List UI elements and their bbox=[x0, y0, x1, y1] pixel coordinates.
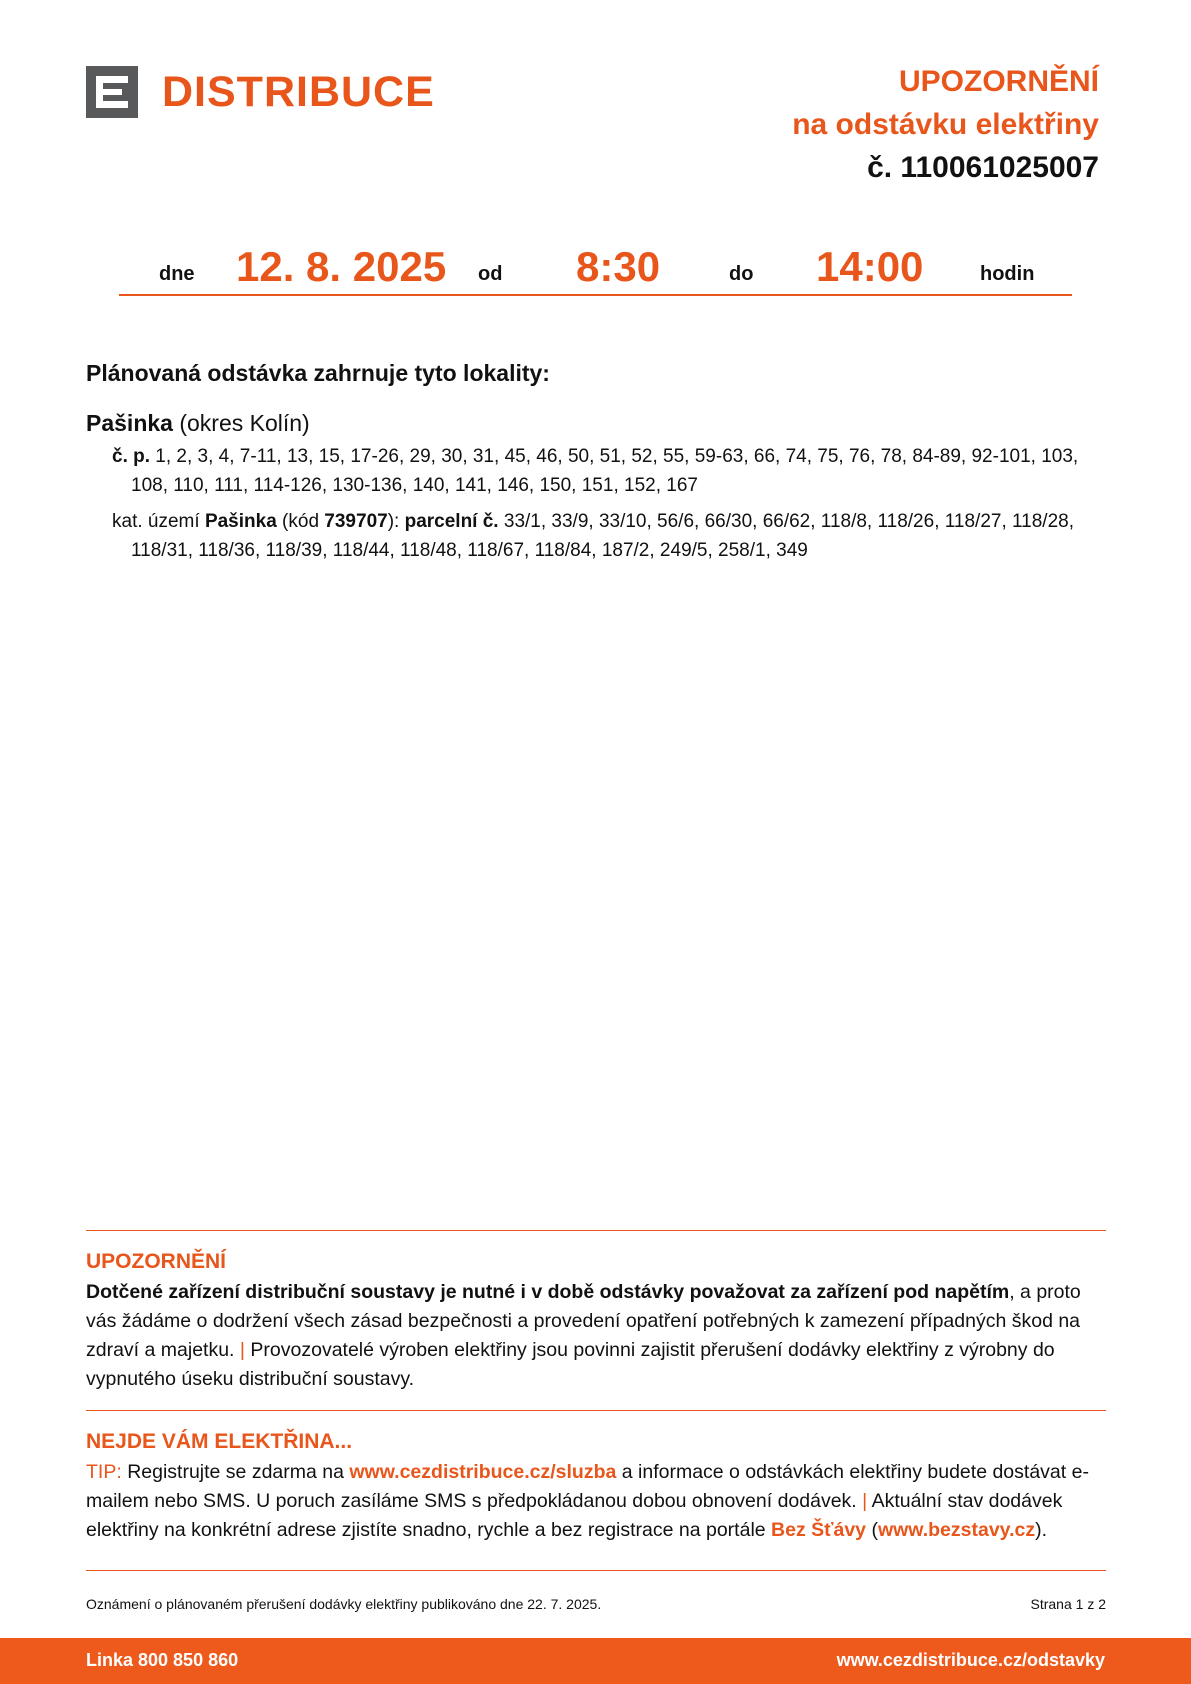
portal-name: Bez Šťávy bbox=[771, 1519, 867, 1541]
tip-text1: Registrujte se zdarma na bbox=[127, 1461, 344, 1483]
tip-title: NEJDE VÁM ELEKTŘINA... bbox=[86, 1430, 353, 1453]
bezstavy-link[interactable]: www.bezstavy.cz bbox=[877, 1519, 1036, 1541]
notice-subtitle: na odstávku elektřiny bbox=[792, 108, 1099, 141]
tip-text bbox=[86, 1458, 1108, 1545]
paren-close: ). bbox=[1035, 1519, 1048, 1541]
kod-close: ): bbox=[387, 511, 400, 532]
kod-value: 739707 bbox=[324, 511, 388, 532]
outage-from: 8:30 bbox=[576, 243, 661, 290]
warning-bold: Dotčené zařízení distribuční soustavy je nutné i v době odstávky považovat za zařízení pod napětím bbox=[86, 1281, 1010, 1303]
hodin-label: hodin bbox=[980, 263, 1035, 285]
od-label: od bbox=[478, 263, 503, 285]
do-label: do bbox=[729, 263, 754, 285]
outage-date: 12. 8. 2025 bbox=[236, 243, 447, 290]
warning-text bbox=[86, 1278, 1108, 1394]
outage-to: 14:00 bbox=[816, 243, 924, 290]
town-name: Pašinka bbox=[86, 410, 173, 436]
town-district: (okres Kolín) bbox=[179, 410, 310, 436]
parcel-values: 33/1, 33/9, 33/10, 56/6, 66/30, 66/62, 118/8, 118/26, 118/27, 118/28, 118/31, 118/36, 118/39, 118/44, 118/48, 118/67, 118/84, 187/2, 249/5, 258/1, 349 bbox=[131, 511, 1074, 561]
dne-label: dne bbox=[159, 263, 195, 285]
cez-logo-icon bbox=[86, 66, 138, 118]
warning-title: UPOZORNĚNÍ bbox=[86, 1250, 227, 1273]
kod-open: (kód bbox=[282, 511, 320, 532]
cp-values: 1, 2, 3, 4, 7-11, 13, 15, 17-26, 29, 30, 31, 45, 46, 50, 51, 52, 55, 59-63, 66, 74, 75, 76, 78, 84-89, 92-101, 103, 108, 110, 111, 114-126, 130-136, 140, 141, 146, 150, 151, 152, 167 bbox=[131, 446, 1079, 496]
cp-label: č. p. bbox=[112, 446, 151, 467]
notice-title: UPOZORNĚNÍ bbox=[898, 65, 1099, 98]
schedule-row bbox=[119, 230, 1072, 296]
tip-label: TIP: bbox=[86, 1461, 122, 1483]
hotline[interactable]: Linka 800 850 860 bbox=[86, 1650, 239, 1670]
warning-text2: Provozovatelé výroben elektřiny jsou povinni zajistit přerušení dodávky elektřiny z výrobny do vypnutého úseku distribuční soustavy. bbox=[86, 1339, 1055, 1390]
footer-bar bbox=[0, 1638, 1191, 1684]
publication-note: Oznámení o plánovaném přerušení dodávky elektřiny publikováno dne 22. 7. 2025. bbox=[86, 1596, 602, 1612]
house-numbers bbox=[112, 442, 1111, 500]
parcel-label: parcelní č. bbox=[404, 511, 499, 532]
divider bbox=[86, 1570, 1106, 1571]
warning-text1: , a proto vás žádáme o dodržení všech zásad bezpečnosti a provedení opatření potřebných k zamezení případných škod na zdraví a majetku. bbox=[86, 1281, 1081, 1361]
paren-open: ( bbox=[871, 1519, 878, 1541]
service-link[interactable]: www.cezdistribuce.cz/sluzba bbox=[349, 1461, 617, 1483]
localities-heading: Plánovaná odstávka zahrnuje tyto lokality: bbox=[86, 360, 550, 386]
notice-heading bbox=[792, 60, 1099, 189]
parcel-numbers bbox=[112, 507, 1111, 565]
town-line bbox=[86, 410, 310, 437]
tip-text2: a informace o odstávkách elektřiny budete dostávat e-mailem nebo SMS. U poruch zasíláme SMS s předpokládanou dobou obnovení dodávek. bbox=[86, 1461, 1089, 1512]
page-number: Strana 1 z 2 bbox=[1030, 1596, 1106, 1612]
kat-name: Pašinka bbox=[204, 511, 277, 532]
outages-link[interactable]: www.cezdistribuce.cz/odstavky bbox=[836, 1650, 1105, 1670]
kat-prefix: kat. území bbox=[112, 511, 200, 532]
distribuce-logo bbox=[86, 66, 435, 118]
notice-number: č. 110061025007 bbox=[867, 151, 1099, 184]
separator: | bbox=[862, 1490, 868, 1512]
divider bbox=[86, 1230, 1106, 1231]
divider bbox=[86, 1410, 1106, 1411]
logo-text: DISTRIBUCE bbox=[162, 67, 435, 116]
separator: | bbox=[239, 1339, 245, 1361]
tip-text3: Aktuální stav dodávek elektřiny na konkrétní adrese zjistíte snadno, rychle a bez registrace na portále bbox=[86, 1490, 1063, 1541]
